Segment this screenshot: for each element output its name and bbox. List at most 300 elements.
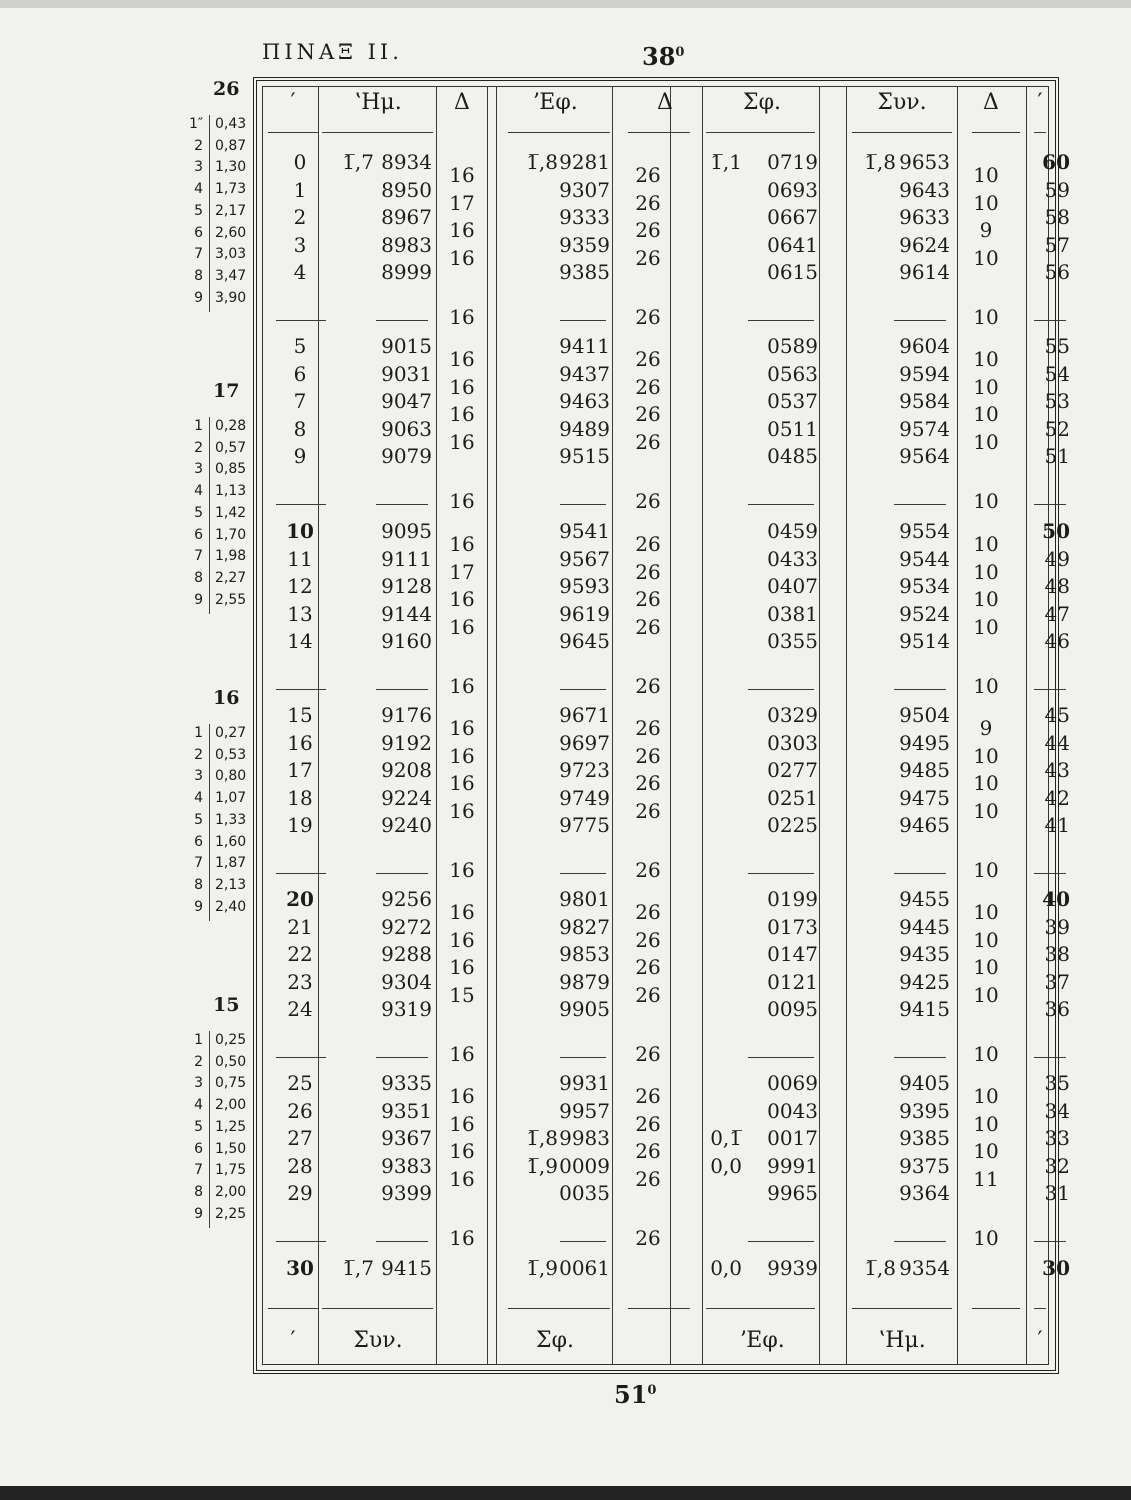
log-tan-cell: 9541 [559, 519, 610, 543]
minute-right-cell: 57 [1044, 232, 1070, 257]
log-cos-cell: 9504 [899, 703, 950, 727]
minute-right-cell: 48 [1044, 574, 1070, 598]
difference-sin: 16 [449, 614, 475, 639]
log-tan-cell: 9645 [559, 629, 610, 653]
log-sin-cell: 9095 [381, 519, 432, 543]
log-sin-cell: 9079 [381, 444, 432, 468]
pp-value: 2,60 [215, 224, 247, 241]
log-sin-cell: 9351 [381, 1098, 432, 1123]
difference-sin: 16 [449, 927, 475, 952]
difference-cos: 10 [973, 488, 999, 513]
blank-dash [894, 689, 946, 690]
minute-right-cell: 38 [1044, 942, 1070, 966]
pp-rule [209, 1031, 210, 1228]
log-tan-cell: 9411 [559, 334, 610, 358]
pp-tenth: 8 [194, 1183, 203, 1200]
minute-right-cell: 51 [1044, 444, 1070, 468]
log-cos-cell: 9564 [899, 444, 950, 468]
log-cos-cell: 9445 [899, 914, 950, 939]
log-cot-cell: 0719 [767, 150, 818, 174]
log-tan-cell: 9905 [559, 997, 610, 1021]
difference-sin: 17 [449, 190, 475, 215]
log-tan-cell: 9515 [559, 444, 610, 468]
log-sin-cell: 9240 [381, 813, 432, 837]
minute-cell: 23 [287, 969, 313, 994]
log-cot-cell: 0693 [767, 177, 818, 202]
column-rule [1026, 86, 1027, 1365]
blank-dash [276, 504, 326, 505]
pp-value: 1,30 [215, 159, 247, 176]
characteristic: 0,1̅ [710, 1126, 742, 1150]
difference-tan: 26 [635, 402, 661, 426]
log-cos-cell: 9455 [899, 887, 950, 911]
minute-right-cell: 46 [1044, 629, 1070, 653]
log-cos-cell: 9534 [899, 574, 950, 598]
difference-tan: 26 [635, 304, 661, 329]
log-sin-cell: 8934 [381, 150, 432, 174]
blank-dash [748, 689, 814, 690]
column-footer: ʼΕφ. [739, 1328, 785, 1353]
pp-value: 2,25 [215, 1205, 247, 1222]
degree-bottom: $51^0$ [614, 1380, 657, 1409]
pp-tenth: 2 [194, 1053, 203, 1070]
pp-value: 1,73 [215, 181, 247, 198]
difference-sin: 16 [449, 347, 475, 371]
column-rule [819, 86, 820, 1365]
characteristic: 1̅,1 [710, 150, 742, 174]
log-cot-cell: 0667 [767, 205, 818, 229]
column-header: ′ [290, 90, 296, 115]
difference-sin: 16 [449, 798, 475, 823]
difference-tan: 26 [635, 673, 661, 698]
minute-right-cell: 33 [1044, 1126, 1070, 1150]
header-rule [852, 132, 952, 133]
difference-tan: 26 [635, 190, 661, 215]
pp-tenth: 6 [194, 1140, 203, 1157]
minute-cell: 21 [287, 914, 313, 939]
log-tan-cell: 9983 [559, 1126, 610, 1150]
difference-tan: 26 [635, 1225, 661, 1250]
pp-value: 1,70 [215, 526, 247, 543]
log-cot-cell: 0459 [767, 519, 818, 543]
minute-right-cell: 49 [1044, 546, 1070, 571]
log-tan-cell: 0035 [559, 1181, 610, 1205]
difference-cos: 10 [973, 374, 999, 399]
pp-value: 0,25 [215, 1032, 247, 1048]
log-cot-cell: 0511 [767, 416, 818, 441]
difference-cos: 10 [973, 245, 999, 270]
minute-right-cell: 35 [1044, 1071, 1070, 1095]
pp-value: 0,28 [215, 418, 247, 434]
pp-value: 2,13 [215, 876, 247, 893]
blank-dash [1034, 873, 1066, 874]
log-cot-cell: 0537 [767, 389, 818, 413]
minute-right-cell: 39 [1044, 914, 1070, 939]
pp-tenth: 7 [194, 246, 203, 263]
minute-cell: 7 [293, 389, 307, 413]
column-rule [496, 86, 497, 1365]
log-tan-cell: 9957 [559, 1098, 610, 1123]
pp-value: 1,98 [215, 548, 247, 565]
difference-sin: 16 [449, 304, 475, 329]
difference-cos: 9 [979, 716, 993, 740]
blank-dash [276, 1057, 326, 1058]
log-cot-cell: 0251 [767, 785, 818, 810]
log-sin-cell: 9367 [381, 1126, 432, 1150]
blank-dash [560, 873, 606, 874]
log-cos-cell: 9485 [899, 758, 950, 782]
header-rule [322, 1308, 433, 1309]
log-cot-cell: 0121 [767, 969, 818, 994]
difference-tan: 26 [635, 1166, 661, 1191]
difference-tan: 26 [635, 955, 661, 979]
blank-dash [748, 1057, 814, 1058]
log-cos-cell: 9624 [899, 232, 950, 257]
pp-value: 1,87 [215, 855, 247, 872]
log-sin-cell: 8999 [381, 260, 432, 284]
difference-cos: 11 [973, 1166, 999, 1191]
pp-value: 1,25 [215, 1118, 247, 1135]
log-sin-cell: 9304 [381, 969, 432, 994]
pp-value: 2,00 [215, 1097, 247, 1114]
log-cot-cell: 0199 [767, 887, 818, 911]
log-sin-cell: 9399 [381, 1181, 432, 1205]
difference-tan: 26 [635, 347, 661, 371]
pp-value: 1,42 [215, 504, 247, 521]
log-tan-cell: 9723 [559, 758, 610, 782]
minute-cell: 2 [293, 205, 307, 229]
difference-tan: 26 [635, 716, 661, 740]
difference-sin: 16 [449, 1084, 475, 1108]
blank-dash [1034, 689, 1066, 690]
pp-value: 3,90 [215, 289, 247, 306]
blank-dash [1034, 1241, 1066, 1242]
column-header: Συν. [877, 90, 927, 115]
degree-top: $38^0$ [642, 42, 685, 71]
difference-tan: 26 [635, 857, 661, 882]
difference-cos: 10 [973, 1225, 999, 1250]
log-cot-cell: 0407 [767, 574, 818, 598]
log-tan-cell: 9307 [559, 177, 610, 202]
log-tan-cell: 9281 [559, 150, 610, 174]
pp-tenth: 5 [194, 202, 203, 219]
log-sin-cell: 9047 [381, 389, 432, 413]
difference-cos: 10 [973, 927, 999, 952]
characteristic: 1̅,7 [342, 150, 374, 174]
log-tan-cell: 9385 [559, 260, 610, 284]
minute-cell: 14 [287, 629, 313, 653]
log-sin-cell: 8967 [381, 205, 432, 229]
minute-cell: 22 [287, 942, 313, 966]
minute-cell: 27 [287, 1126, 313, 1150]
log-cot-cell: 0329 [767, 703, 818, 727]
difference-tan: 26 [635, 374, 661, 399]
column-footer: ′ [290, 1328, 296, 1353]
column-header: ′ [1037, 90, 1043, 115]
log-tan-cell: 9697 [559, 730, 610, 755]
minute-right-cell: 43 [1044, 758, 1070, 782]
blank-dash [894, 1241, 946, 1242]
log-cot-cell: 0069 [767, 1071, 818, 1095]
log-cot-cell: 0433 [767, 546, 818, 571]
pp-value: 1,60 [215, 833, 247, 850]
log-tan-cell: 9775 [559, 813, 610, 837]
log-cos-cell: 9524 [899, 601, 950, 626]
log-cot-cell: 9991 [767, 1153, 818, 1178]
minute-cell: 19 [287, 813, 313, 837]
minute-right-cell: 44 [1044, 730, 1070, 755]
difference-sin: 16 [449, 1166, 475, 1191]
difference-tan: 26 [635, 587, 661, 611]
difference-sin: 16 [449, 402, 475, 426]
pp-tenth: 5 [194, 504, 203, 521]
log-cot-cell: 0641 [767, 232, 818, 257]
minute-cell: 17 [287, 758, 313, 782]
difference-sin: 16 [449, 771, 475, 795]
column-header: Δ [657, 90, 673, 115]
pp-value: 2,40 [215, 898, 247, 915]
header-rule [852, 1308, 952, 1309]
difference-tan: 26 [635, 900, 661, 924]
log-cot-cell: 0303 [767, 730, 818, 755]
difference-tan: 26 [635, 559, 661, 584]
log-cot-cell: 0381 [767, 601, 818, 626]
log-tan-cell: 9437 [559, 361, 610, 386]
log-cos-cell: 9604 [899, 334, 950, 358]
minute-right-cell: 40 [1042, 887, 1070, 911]
column-footer: Συν. [353, 1328, 403, 1353]
minute-right-cell: 54 [1044, 361, 1070, 386]
characteristic: 1̅,8 [864, 1256, 896, 1280]
blank-dash [376, 1241, 428, 1242]
difference-sin: 16 [449, 1111, 475, 1136]
log-cot-cell: 0017 [767, 1126, 818, 1150]
blank-dash [376, 320, 428, 321]
pp-value: 0,27 [215, 725, 247, 741]
difference-tan: 26 [635, 982, 661, 1007]
log-sin-cell: 8983 [381, 232, 432, 257]
minute-right-cell: 42 [1044, 785, 1070, 810]
log-sin-cell: 9224 [381, 785, 432, 810]
minute-cell: 25 [287, 1071, 313, 1095]
difference-cos: 10 [973, 402, 999, 426]
pp-tenth: 3 [194, 159, 203, 176]
difference-tan: 26 [635, 1111, 661, 1136]
log-sin-cell: 9335 [381, 1071, 432, 1095]
pp-tenth: 9 [194, 591, 203, 608]
pp-rule [209, 417, 210, 614]
difference-tan: 26 [635, 1139, 661, 1163]
blank-dash [748, 1241, 814, 1242]
difference-sin: 16 [449, 716, 475, 740]
minute-cell: 24 [287, 997, 313, 1021]
pp-tenth: 8 [194, 569, 203, 586]
log-cot-cell: 0147 [767, 942, 818, 966]
difference-sin: 16 [449, 163, 475, 187]
header-rule [628, 132, 690, 133]
pp-value: 2,27 [215, 569, 247, 586]
difference-sin: 16 [449, 245, 475, 270]
log-sin-cell: 9015 [381, 334, 432, 358]
minute-right-cell: 34 [1044, 1098, 1070, 1123]
minute-cell: 26 [287, 1098, 313, 1123]
minute-cell: 28 [287, 1153, 313, 1178]
difference-tan: 26 [635, 743, 661, 768]
log-cos-cell: 9395 [899, 1098, 950, 1123]
header-rule [268, 132, 318, 133]
column-header: Δ [454, 90, 470, 115]
difference-tan: 26 [635, 798, 661, 823]
pp-tenth: 9 [194, 1205, 203, 1222]
blank-dash [560, 689, 606, 690]
blank-dash [894, 504, 946, 505]
difference-cos: 10 [973, 771, 999, 795]
difference-sin: 16 [449, 429, 475, 454]
minute-cell: 0 [293, 150, 307, 174]
blank-dash [894, 320, 946, 321]
log-cos-cell: 9375 [899, 1153, 950, 1178]
difference-sin: 16 [449, 587, 475, 611]
blank-dash [376, 1057, 428, 1058]
log-tan-cell: 9593 [559, 574, 610, 598]
pp-value: 0,85 [215, 461, 247, 478]
log-cot-cell: 0485 [767, 444, 818, 468]
minute-right-cell: 59 [1044, 177, 1070, 202]
header-rule [972, 132, 1020, 133]
column-footer: ʽΗμ. [878, 1328, 926, 1353]
minute-cell: 9 [293, 444, 307, 468]
difference-sin: 16 [449, 743, 475, 768]
pp-tenth: 1 [194, 725, 203, 741]
pp-tenth: 5 [194, 1118, 203, 1135]
pp-tenth: 9 [194, 898, 203, 915]
log-cos-cell: 9495 [899, 730, 950, 755]
minute-right-cell: 45 [1044, 703, 1070, 727]
difference-cos: 10 [973, 1139, 999, 1163]
log-cot-cell: 9965 [767, 1181, 818, 1205]
log-sin-cell: 9256 [381, 887, 432, 911]
log-cos-cell: 9633 [899, 205, 950, 229]
minute-cell: 13 [287, 601, 313, 626]
blank-dash [376, 689, 428, 690]
header-rule [508, 1308, 610, 1309]
blank-dash [276, 320, 326, 321]
blank-dash [1034, 1057, 1066, 1058]
difference-tan: 26 [635, 532, 661, 556]
column-footer: ′ [1037, 1328, 1043, 1353]
pp-difference-heading: 17 [213, 380, 240, 402]
minute-cell: 11 [287, 546, 313, 571]
pp-tenth: 3 [194, 461, 203, 478]
blank-dash [748, 504, 814, 505]
difference-sin: 16 [449, 673, 475, 698]
log-sin-cell: 9160 [381, 629, 432, 653]
difference-cos: 10 [973, 798, 999, 823]
minute-right-cell: 47 [1044, 601, 1070, 626]
pp-tenth: 4 [194, 483, 203, 500]
column-rule [846, 86, 847, 1365]
minute-right-cell: 50 [1042, 519, 1070, 543]
pp-value: 0,43 [215, 116, 247, 132]
pp-tenth: 7 [194, 1162, 203, 1179]
pp-tenth: 7 [194, 548, 203, 565]
minute-right-cell: 60 [1042, 150, 1070, 174]
minute-right-cell: 32 [1044, 1153, 1070, 1178]
pp-value: 3,47 [215, 267, 247, 284]
minute-right-cell: 31 [1044, 1181, 1070, 1205]
difference-cos: 10 [973, 163, 999, 187]
log-cos-cell: 9643 [899, 177, 950, 202]
log-sin-cell: 9176 [381, 703, 432, 727]
minute-cell: 5 [293, 334, 307, 358]
pp-value: 3,03 [215, 246, 247, 263]
pp-value: 1,75 [215, 1162, 247, 1179]
pp-difference-heading: 16 [213, 687, 240, 709]
characteristic: 1̅,7 [342, 1256, 374, 1280]
log-sin-cell: 9208 [381, 758, 432, 782]
difference-tan: 26 [635, 488, 661, 513]
log-cos-cell: 9465 [899, 813, 950, 837]
log-cot-cell: 9939 [767, 1256, 818, 1280]
log-cot-cell: 0589 [767, 334, 818, 358]
log-sin-cell: 9192 [381, 730, 432, 755]
difference-cos: 10 [973, 190, 999, 215]
log-cos-cell: 9574 [899, 416, 950, 441]
minute-right-cell: 36 [1044, 997, 1070, 1021]
column-header: Δ [983, 90, 999, 115]
difference-cos: 10 [973, 982, 999, 1007]
pp-tenth: 2 [194, 746, 203, 763]
difference-cos: 10 [973, 857, 999, 882]
log-tan-cell: 0061 [559, 1256, 610, 1280]
minute-cell: 8 [293, 416, 307, 441]
minute-cell: 4 [293, 260, 307, 284]
difference-cos: 10 [973, 304, 999, 329]
pp-value: 0,57 [215, 439, 247, 456]
minute-right-cell: 55 [1044, 334, 1070, 358]
log-cot-cell: 0043 [767, 1098, 818, 1123]
pp-tenth: 2 [194, 439, 203, 456]
blank-dash [376, 873, 428, 874]
difference-tan: 26 [635, 429, 661, 454]
header-rule [706, 132, 815, 133]
difference-cos: 10 [973, 1111, 999, 1136]
header-rule [268, 1308, 318, 1309]
difference-cos: 10 [973, 1084, 999, 1108]
log-tan-cell: 9671 [559, 703, 610, 727]
characteristic: 1̅,9 [526, 1256, 558, 1280]
minute-cell: 12 [287, 574, 313, 598]
log-sin-cell: 9415 [381, 1256, 432, 1280]
log-cos-cell: 9385 [899, 1126, 950, 1150]
log-cot-cell: 0563 [767, 361, 818, 386]
minute-cell: 20 [286, 887, 314, 911]
pp-tenth: 1 [194, 418, 203, 434]
pp-tenth: 3 [194, 1075, 203, 1092]
difference-tan: 26 [635, 218, 661, 242]
minute-cell: 16 [287, 730, 313, 755]
log-cos-cell: 9514 [899, 629, 950, 653]
log-tan-cell: 9879 [559, 969, 610, 994]
pp-tenth: 1 [194, 1032, 203, 1048]
difference-sin: 17 [449, 559, 475, 584]
characteristic: 1̅,8 [526, 150, 558, 174]
difference-sin: 16 [449, 374, 475, 399]
pp-value: 0,50 [215, 1053, 247, 1070]
pp-value: 0,75 [215, 1075, 247, 1092]
difference-cos: 10 [973, 673, 999, 698]
minute-cell: 15 [287, 703, 313, 727]
